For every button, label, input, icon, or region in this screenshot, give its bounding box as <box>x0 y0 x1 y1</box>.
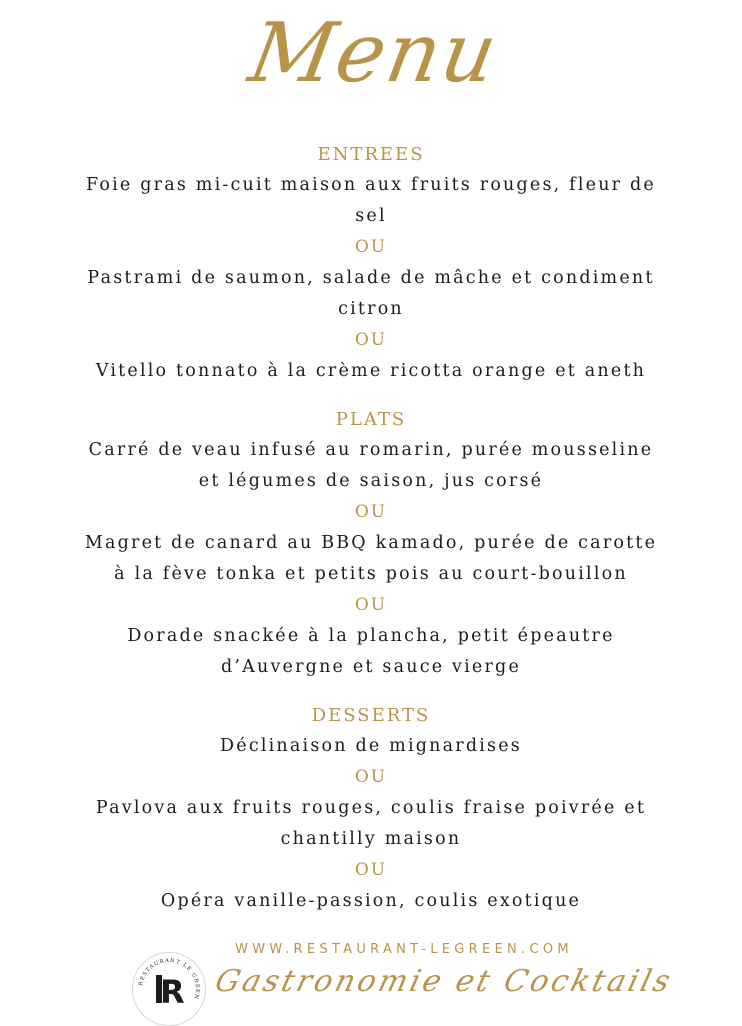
separator-ou: OU <box>354 502 388 522</box>
website-link[interactable]: WWW.RESTAURANT-LEGREEN.COM <box>235 942 573 957</box>
separator-ou: OU <box>354 595 388 615</box>
section-title: ENTREES <box>317 144 425 165</box>
menu-body <box>60 140 682 935</box>
dish-line: Dorade snackée à la plancha, petit épeautre <box>127 626 615 646</box>
menu-title: Menu <box>242 6 506 101</box>
restaurant-logo <box>132 952 206 1026</box>
footer <box>0 940 742 1024</box>
dish-line: Déclinaison de mignardises <box>220 736 522 756</box>
menu-section <box>60 405 682 683</box>
section-title: PLATS <box>335 409 407 430</box>
logo-letter: R <box>160 973 185 1011</box>
menu-section <box>60 140 682 387</box>
dish-line: chantilly maison <box>280 829 462 849</box>
section-title: DESSERTS <box>311 705 431 726</box>
tagline: Gastronomie et Cocktails <box>211 964 677 999</box>
dish-line: Carré de veau infusé au romarin, purée mousseline <box>88 440 654 460</box>
separator-ou: OU <box>354 330 388 350</box>
dish-line: citron <box>338 299 404 319</box>
logo-ring-text: RESTAURANT LE GREEN <box>138 957 201 1001</box>
dish-line: Foie gras mi-cuit maison aux fruits rouges, fleur de <box>86 175 656 195</box>
dish-line: et légumes de saison, jus corsé <box>198 471 544 491</box>
dish-line: Magret de canard au BBQ kamado, purée de carotte <box>84 533 658 553</box>
separator-ou: OU <box>354 767 388 787</box>
separator-ou: OU <box>354 860 388 880</box>
dish-line: Vitello tonnato à la crème ricotta orange et aneth <box>95 361 647 381</box>
logo-icon <box>133 953 205 1025</box>
dish-line: Pastrami de saumon, salade de mâche et condiment <box>87 268 655 288</box>
separator-ou: OU <box>354 237 388 257</box>
dish-line: Pavlova aux fruits rouges, coulis fraise poivrée et <box>95 798 647 818</box>
dish-line: Opéra vanille-passion, coulis exotique <box>160 891 582 911</box>
dish-line: d’Auvergne et sauce vierge <box>221 657 521 677</box>
dish-line: à la fève tonka et petits pois au court-bouillon <box>114 564 628 584</box>
dish-line: sel <box>355 206 387 226</box>
menu-section <box>60 701 682 917</box>
